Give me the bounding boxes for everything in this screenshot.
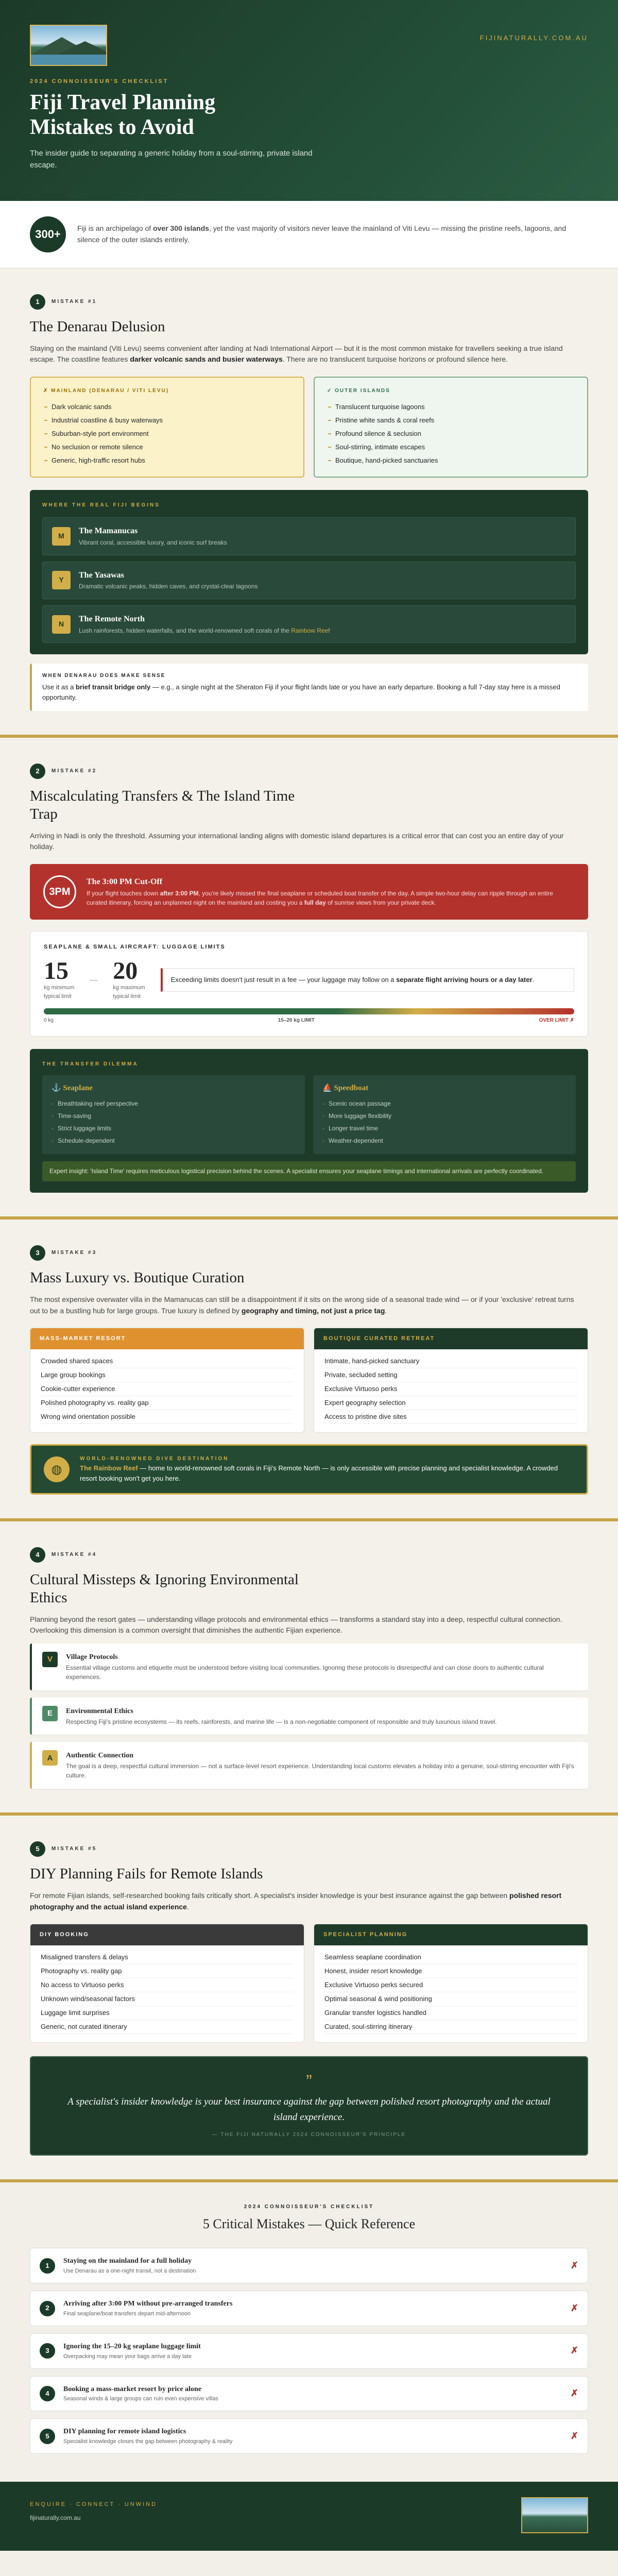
stat-badge: 300+ [30,216,66,252]
section-lede: For remote Fijian islands, self-researched booking fails critically short. A specialist's insider knowledge is your best insurance against the gap between polished resort photography and the actual island experience. [30,1891,562,1911]
specialist-item: Curated, soul-stirring itinerary [324,2020,577,2034]
section-lede: Arriving in Nadi is only the threshold. Assuming your international landing aligns with domestic island departures is a critical error that can cost you an entire day of your holiday. [30,831,564,851]
ref-item [30,2418,588,2454]
seaplane-item: · Schedule-dependent [52,1134,296,1147]
section-title: Miscalculating Transfers & The Island Time Trap [30,788,295,822]
ref-kicker: 2024 CONNOISSEUR'S CHECKLIST [244,2204,374,2210]
boutique-item: Exclusive Virtuoso perks [324,1382,577,1396]
seaplane-item: · Breathtaking reef perspective [52,1097,296,1110]
luggage-heading: SEAPLANE & SMALL AIRCRAFT: LUGGAGE LIMITS [44,944,226,951]
note-heading: WHEN DENARAU DOES MAKE SENSE [42,673,166,679]
ethics-desc: The goal is a deep, respectful cultural immersion — not a surface-level resort experience. Understanding local customs elevates a holiday into a genuine, soul-stirring encounter with Fiji's culture. [66,1762,574,1780]
ethics-desc: Respecting Fiji's pristine ecosystems — its reefs, rainforests, and marine life — is a non-negotiable component of responsible and truly luxurious island travel. [66,1718,497,1725]
speedboat-item: · More luggage flexibility [322,1110,566,1122]
hero-kicker: 2024 CONNOISSEUR'S CHECKLIST [30,78,169,84]
section-number: 5 [30,1841,45,1857]
callout-text: The Rainbow Reef — home to world-renowned soft corals in Fiji's Remote North — is only accessible with precise planning and specialist knowledge. A crowded resort booking won't get you here. [80,1464,558,1482]
diy-heading: DIY BOOKING [30,1924,304,1945]
speedboat-item: · Longer travel time [322,1122,566,1134]
mainland-item: Suburban-style port environment [43,427,291,440]
luggage-min-unit: kg minimum [44,985,75,991]
ref-item [30,2376,588,2412]
luggage-scale-bar [44,1008,574,1014]
mainland-item: No seclusion or remote silence [43,440,291,454]
boutique-item: Intimate, hand-picked sanctuary [324,1354,577,1368]
diy-item: Photography vs. reality gap [41,1964,294,1978]
specialist-item: Honest, insider resort knowledge [324,1964,577,1978]
outer-island-item: Pristine white sands & coral reefs [327,414,575,427]
section-title: Mass Luxury vs. Boutique Curation [30,1269,245,1286]
region-desc: Dramatic volcanic peaks, hidden caves, and crystal-clear lagoons [79,583,258,590]
region-remote-north [42,605,576,643]
connection-icon: A [42,1750,58,1766]
outer-island-item: Profound silence & seclusion [327,427,575,440]
section-title: DIY Planning Fails for Remote Islands [30,1866,263,1883]
ref-item-desc: Final seaplane/boat transfers depart mid-afternoon [63,2310,191,2317]
mainland-item: Generic, high-traffic resort hubs [43,454,291,467]
dilemma-heading: THE TRANSFER DILEMMA [42,1061,139,1067]
section-label: MISTAKE #5 [52,1846,97,1852]
mass-market-item: Crowded shared spaces [41,1354,294,1368]
mistake-4-section [0,1521,618,1816]
mistake-2-section [0,738,618,1219]
regions-heading: WHERE THE REAL FIJI BEGINS [42,502,160,508]
cutoff-alert [30,864,588,920]
seaplane-column [42,1075,305,1154]
mass-market-heading: MASS-MARKET RESORT [30,1328,304,1349]
hero [0,0,618,201]
section-label: MISTAKE #2 [52,768,97,774]
boutique-card [314,1328,588,1433]
seaplane-item: · Strict luggage limits [52,1122,296,1134]
section-title: The Denarau Delusion [30,318,165,335]
diy-item: No access to Virtuoso perks [41,1978,294,1992]
note-text: Use it as a brief transit bridge only — e.g., a single night at the Sheraton Fiji if your flight lands late or you have an early departure. Booking a full 7-day stay here is a missed opportunity. [42,683,560,701]
speedboat-column [313,1075,576,1154]
intro-stat [0,201,618,268]
quote-text: A specialist's insider knowledge is your best insurance against the gap between polished resort photography and the actual island experience. [67,2096,551,2123]
section-label: MISTAKE #4 [52,1552,97,1558]
luggage-max-unit: kg maximum [113,985,145,991]
speedboat-item: · Weather-dependent [322,1134,566,1147]
luggage-max: 20 [113,957,138,985]
ethics-title: Environmental Ethics [66,1707,133,1715]
region-yasawas [42,562,576,599]
quick-reference [0,2182,618,2482]
village-icon: V [42,1652,58,1667]
intro-text: Fiji is an archipelago of over 300 islands, yet the vast majority of visitors never leave the mainland of Viti Levu — missing the pristine reefs, lagoons, and silence of the outer islands entirely. [77,224,566,244]
region-icon: Y [52,571,71,589]
cross-icon: ✗ [570,2388,578,2399]
diy-card [30,1924,304,2043]
hero-subtitle: The insider guide to separating a generic holiday from a soul-stirring, private island escape. [30,148,313,170]
mistake-3-section [0,1219,618,1521]
specialist-item: Granular transfer logistics handled [324,2006,577,2020]
region-name: The Remote North [79,614,145,623]
ethics-item-connection [30,1742,588,1789]
section-title: Cultural Missteps & Ignoring Environmental Ethics [30,1571,299,1606]
footer-island-image [521,2497,588,2533]
luggage-limits-card: SEAPLANE & SMALL AIRCRAFT: LUGGAGE LIMITS 15 kg minimum typical limit — 20 kg maximum typical limit Exceeding limits doesn't just result in a fee — your luggage may follow on a separate flight arriving hours or a day later. 0 kg 15–20 kg LIMIT OVER LIMIT ✗ [30,931,588,1037]
alert-badge: 3PM [43,875,76,908]
outer-island-item: Translucent turquoise lagoons [327,400,575,414]
section-label: MISTAKE #1 [52,299,97,305]
ethics-desc: Essential village customs and etiquette must be understood before visiting local communities. Ignoring these protocols is disrespectful and can close doors to authentic cultural experiences. [66,1664,544,1681]
ref-number: 2 [40,2301,55,2316]
ref-item-desc: Seasonal winds & large groups can ruin even expensive villas [63,2396,218,2402]
mainland-item: Dark volcanic sands [43,400,291,414]
principle-quote [30,2056,588,2155]
section-number: 4 [30,1547,45,1563]
ref-item-title: DIY planning for remote island logistics [63,2428,186,2436]
speedboat-title: ⛵ Speedboat [322,1084,369,1093]
ref-item-desc: Specialist knowledge closes the gap between photography & reality [63,2438,233,2445]
boutique-heading: BOUTIQUE CURATED RETREAT [314,1328,588,1349]
ref-item-title: Booking a mass-market resort by price alone [63,2385,202,2393]
ref-item [30,2291,588,2326]
ref-item [30,2333,588,2369]
mainland-card [30,377,304,478]
region-desc: Vibrant coral, accessible luxury, and iconic surf breaks [79,538,227,546]
ref-number: 1 [40,2258,55,2274]
transfer-dilemma [30,1049,588,1193]
mass-market-card [30,1328,304,1433]
region-icon: M [52,527,71,546]
globe-icon: ◍ [44,1456,70,1482]
bar-label-left: 0 kg [44,1018,54,1024]
boutique-item: Private, secluded setting [324,1368,577,1382]
ref-item [30,2248,588,2283]
mainland-list [43,400,291,467]
mass-market-item: Large group bookings [41,1368,294,1382]
specialist-item: Exclusive Virtuoso perks secured [324,1978,577,1992]
section-number: 1 [30,294,45,310]
ref-item-title: Ignoring the 15–20 kg seaplane luggage limit [63,2342,201,2350]
section-lede: Staying on the mainland (Viti Levu) seems convenient after landing at Nadi International Airport — but it is the most common mistake for travellers seeking a true island escape. The coastline features darker volcanic sands and busier waterways. There are no translucent turquoise horizons or profound silence here. [30,344,563,364]
seaplane-item: · Time-saving [52,1110,296,1122]
quote-mark-icon: ” [306,2072,312,2092]
luggage-max-sub: typical limit [113,993,141,1000]
region-name: The Yasawas [79,570,124,580]
specialist-item: Optimal seasonal & wind positioning [324,1992,577,2006]
region-desc: Lush rainforests, hidden waterfalls, and the world-renowned soft corals of the Rainbow Reef [79,626,330,634]
boutique-item: Expert geography selection [324,1396,577,1410]
section-lede: Planning beyond the resort gates — understanding village protocols and environmental ethics — transforms a standard stay into a deep, respectful cultural connection. Overlooking this dimension is a common oversight that diminishes the authentic Fijian experience. [30,1615,562,1635]
dive-callout [30,1444,588,1495]
footer-links[interactable]: ENQUIRE · CONNECT · UNWIND [30,2501,158,2508]
footer [0,2482,618,2551]
ref-item-title: Arriving after 3:00 PM without pre-arranged transfers [63,2300,233,2308]
callout-heading: WORLD-RENOWNED DIVE DESTINATION [80,1456,229,1462]
outer-island-item: Soul-stirring, intimate escapes [327,440,575,454]
ref-item-desc: Use Denarau as a one-night transit, not a destination [63,2268,196,2275]
specialist-heading: SPECIALIST PLANNING [314,1924,588,1945]
cross-icon: ✗ [570,2302,578,2313]
ethics-item-village [30,1643,588,1690]
bar-label-mid: 15–20 kg LIMIT [278,1018,315,1024]
ref-title: 5 Critical Mistakes — Quick Reference [202,2216,416,2232]
ref-number: 4 [40,2386,55,2401]
mistake-5-section [0,1816,618,2182]
denarau-note [30,664,588,711]
alert-text: If your flight touches down after 3:00 PM, you're likely missed the final seaplane or scheduled boat transfer of the day. A simple two-hour delay can ripple through an entire curated itinerary, forcing an unplanned night on the mainland and costing you a full day of sunrise views from your private deck. [87,889,553,907]
outer-island-item: Boutique, hand-picked sanctuaries [327,454,575,467]
diy-item: Unknown wind/seasonal factors [41,1992,294,2006]
quote-source: — THE FIJI NATURALLY 2024 CONNOISSEUR'S PRINCIPLE [212,2132,406,2138]
diy-item: Generic, not curated itinerary [41,2020,294,2034]
regions-box [30,490,588,655]
specialist-item: Seamless seaplane coordination [324,1951,577,1964]
cross-icon: ✗ [570,2430,578,2441]
ref-number: 3 [40,2343,55,2359]
cross-icon: ✗ [570,2345,578,2356]
diy-item: Luggage limit surprises [41,2006,294,2020]
region-name: The Mamanucas [79,527,138,536]
diy-item: Misaligned transfers & delays [41,1951,294,1964]
seaplane-title: ⚓ Seaplane [52,1084,93,1093]
mass-market-item: Cookie-cutter experience [41,1382,294,1396]
region-mamanucas [42,517,576,555]
ethics-item-environment [30,1698,588,1735]
section-label: MISTAKE #3 [52,1250,97,1256]
outer-islands-heading: ✓ OUTER ISLANDS [327,388,390,394]
luggage-min: 15 [44,957,68,985]
page-title: Fiji Travel Planning Mistakes to Avoid [30,91,216,140]
mainland-item: Industrial coastline & busy waterways [43,414,291,427]
luggage-min-sub: typical limit [44,993,72,1000]
environment-icon: E [42,1706,58,1721]
mistake-1-section [0,268,618,738]
mainland-card-heading: ✗ MAINLAND (DENARAU / VITI LEVU) [43,388,169,394]
ref-number: 5 [40,2429,55,2444]
section-number: 3 [30,1245,45,1261]
section-number: 2 [30,764,45,779]
bar-label-right: OVER LIMIT ✗ [539,1018,574,1024]
mass-market-item: Polished photography vs. reality gap [41,1396,294,1410]
ref-item-desc: Overpacking may mean your bags arrive a day late [63,2353,192,2360]
section-lede: The most expensive overwater villa in the Mamanucas can still be a disappointment if it sits on the wrong side of a seasonal trade wind — or if your 'exclusive' retreat turns out to be a bustling hub for large groups. True luxury is defined by geography and timing, not just a price tag. [30,1295,574,1315]
specialist-card [314,1924,588,2043]
outer-islands-list [327,400,575,467]
dilemma-insight: Expert insight: 'Island Time' requires meticulous logistical precision behind the scenes. A specialist ensures your seaplane timings and international arrivals are perfectly coordinated. [42,1161,576,1181]
mass-market-item: Wrong wind orientation possible [41,1410,294,1424]
site-url-link[interactable]: FIJINATURALLY.COM.AU [479,34,588,42]
luggage-warning: Exceeding limits doesn't just result in a fee — your luggage may follow on a separate flight arriving hours or a day later. [161,968,574,992]
speedboat-item: · Scenic ocean passage [322,1097,566,1110]
ref-item-title: Staying on the mainland for a full holiday [63,2257,192,2265]
cross-icon: ✗ [570,2260,578,2270]
ethics-title: Authentic Connection [66,1752,134,1760]
outer-islands-card [314,377,588,478]
region-icon: N [52,615,71,634]
hero-island-image [30,25,107,66]
boutique-item: Access to pristine dive sites [324,1410,577,1424]
alert-title: The 3:00 PM Cut-Off [87,877,163,887]
ethics-title: Village Protocols [66,1653,118,1662]
footer-email[interactable]: fijinaturally.com.au [30,2514,81,2522]
